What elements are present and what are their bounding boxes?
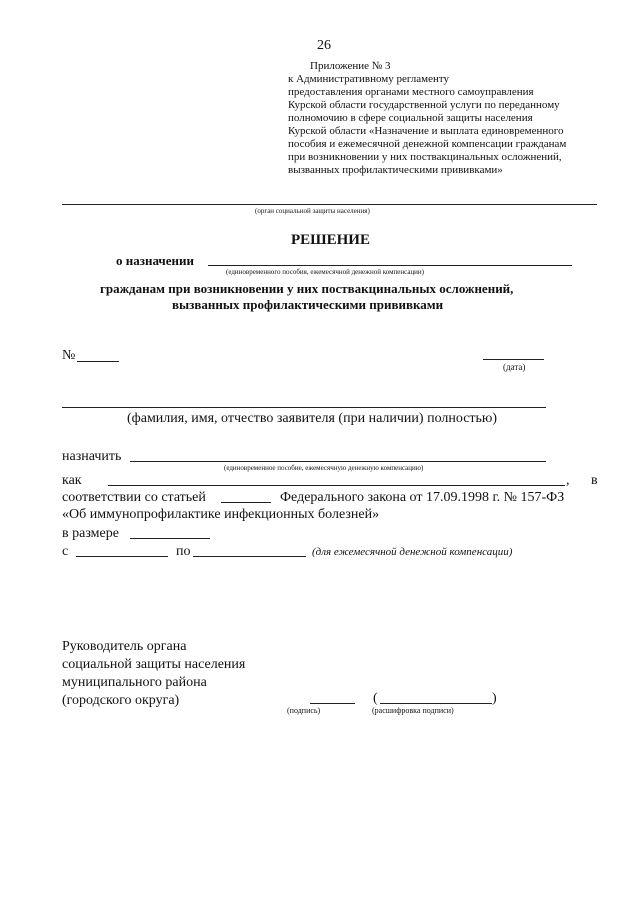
appendix-line: Курской области «Назначение и выплата единовременного — [288, 125, 564, 137]
decode-caption: (расшифровка подписи) — [372, 706, 454, 715]
date-caption: (дата) — [503, 362, 526, 372]
law-text: Федерального закона от 17.09.1998 г. № 157-ФЗ — [280, 490, 565, 505]
signatory-line: муниципального района — [62, 675, 207, 690]
date-field[interactable] — [483, 359, 544, 360]
decision-subtitle: вызванных профилактическими прививками — [172, 297, 444, 312]
paren-open: ( — [373, 691, 378, 706]
assign-field[interactable] — [130, 461, 546, 462]
appendix-block — [288, 60, 566, 177]
number-field[interactable] — [77, 361, 119, 362]
appendix-line: вызванных профилактическими прививками» — [288, 164, 503, 176]
appendix-line: полномочию в сфере социальной защиты населения — [288, 112, 533, 124]
number-label: № — [62, 348, 76, 363]
organ-caption: (орган социальной защиты населения) — [255, 207, 370, 215]
law-start: соответствии со статьей — [62, 490, 206, 505]
appendix-line: предоставления органами местного самоуправления — [288, 86, 534, 98]
applicant-field[interactable] — [62, 407, 546, 408]
as-field[interactable] — [108, 485, 565, 486]
assign-caption: (единовременное пособие, ежемесячную денежную компенсацию) — [224, 464, 424, 472]
to-field[interactable] — [193, 556, 306, 557]
from-label: с — [62, 544, 69, 559]
assign-label: назначить — [62, 449, 122, 464]
decision-prefix: о назначении — [116, 253, 195, 268]
article-field[interactable] — [221, 502, 271, 503]
signature-field[interactable] — [310, 703, 355, 704]
signature-caption: (подпись) — [287, 706, 321, 715]
comma: , — [566, 473, 570, 488]
signatory-line: (городского округа) — [62, 693, 180, 708]
law-name: «Об иммунопрофилактике инфекционных болезней» — [62, 507, 380, 522]
period-note: (для ежемесячной денежной компенсации) — [312, 546, 513, 558]
from-field[interactable] — [76, 556, 168, 557]
appendix-line: при возникновении у них поствакцинальных осложнений, — [288, 151, 562, 163]
to-label: по — [176, 544, 191, 559]
signatory-block — [62, 638, 245, 710]
signature-decode-field[interactable] — [380, 703, 492, 704]
amount-field[interactable] — [130, 538, 210, 539]
signatory-line: Руководитель органа — [62, 639, 187, 654]
as-label: как — [62, 473, 82, 488]
appendix-line: пособия и ежемесячной денежной компенсации гражданам — [288, 138, 567, 150]
applicant-caption: (фамилия, имя, отчество заявителя (при наличии) полностью) — [127, 411, 498, 426]
decision-type-caption: (единовременного пособия, ежемесячной денежной компенсации) — [226, 268, 425, 276]
page-number: 26 — [317, 38, 331, 53]
appendix-line: к Административному регламенту — [288, 73, 450, 85]
decision-type-line — [208, 265, 572, 266]
in-label: в — [591, 473, 598, 488]
appendix-line: Курской области государственной услуги по переданному — [288, 99, 560, 111]
amount-label: в размере — [62, 526, 119, 541]
appendix-title: Приложение № 3 — [310, 60, 391, 72]
decision-title: РЕШЕНИЕ — [291, 232, 370, 248]
organ-line — [62, 204, 597, 205]
paren-close: ) — [492, 691, 497, 706]
signatory-line: социальной защиты населения — [62, 657, 246, 672]
decision-subtitle: гражданам при возникновении у них поствакцинальных осложнений, — [100, 281, 514, 296]
